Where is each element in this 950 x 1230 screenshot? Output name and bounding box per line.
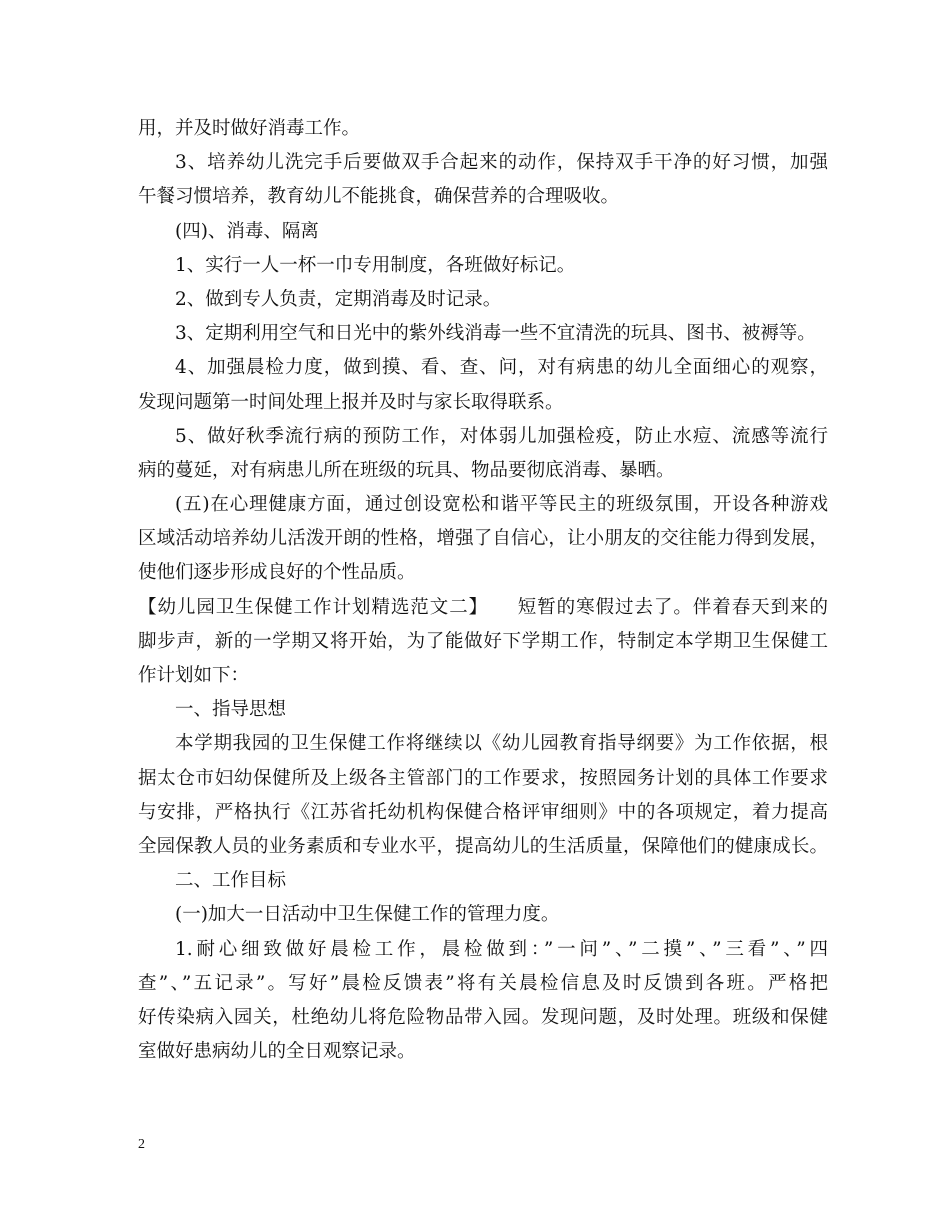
text-line: (一)加大一日活动中卫生保健工作的管理力度。: [175, 904, 560, 926]
text-line: 据太仓市妇幼保健所及上级各主管部门的工作要求，按照园务计划的具体工作要求: [138, 767, 828, 789]
text-line: 本学期我园的卫生保健工作将继续以《幼儿园教育指导纲要》为工作依据，根: [175, 733, 828, 755]
text-line: 发现问题第一时间处理上报并及时与家长取得联系。: [138, 391, 564, 413]
text-line: (四)、消毒、隔离: [175, 220, 319, 242]
text-line: 5、做好秋季流行病的预防工作，对体弱儿加强检疫，防止水痘、流感等流行: [175, 425, 828, 447]
text-line: 3、定期利用空气和日光中的紫外线消毒一些不宜清洗的玩具、图书、被褥等。: [175, 323, 816, 345]
text-line: 二、工作目标: [175, 870, 287, 892]
text-line: 查”、”五记录”。写好”晨检反馈表”将有关晨检信息及时反馈到各班。严格把: [138, 972, 828, 994]
text-line: 午餐习惯培养，教育幼儿不能挑食，确保营养的合理吸收。: [138, 186, 620, 208]
text-line: 【幼儿园卫生保健工作计划精选范文二】 短暂的寒假过去了。伴着春天到来的: [138, 596, 828, 618]
text-line: 好传染病入园关，杜绝幼儿将危险物品带入园。发现问题，及时处理。班级和保健: [138, 1006, 828, 1028]
text-line: 室做好患病幼儿的全日观察记录。: [138, 1041, 416, 1063]
text-line: (五)在心理健康方面，通过创设宽松和谐平等民主的班级氛围，开设各种游戏: [175, 494, 828, 516]
text-line: 全园保教人员的业务素质和专业水平，提高幼儿的生活质量，保障他们的健康成长。: [138, 835, 828, 857]
text-line: 3、培养幼儿洗完手后要做双手合起来的动作，保持双手干净的好习惯，加强: [175, 152, 828, 174]
text-line: 1.耐心细致做好晨检工作，晨检做到：”一问”、”二摸”、”三看”、”四: [175, 938, 828, 960]
text-line: 1、实行一人一杯一巾专用制度，各班做好标记。: [175, 254, 576, 276]
text-line: 用，并及时做好消毒工作。: [138, 118, 361, 139]
text-line: 4、加强晨检力度，做到摸、看、查、问，对有病患的幼儿全面细心的观察，: [175, 357, 828, 379]
document-body: [138, 112, 828, 1069]
text-line: 病的蔓延，对有病患儿所在班级的玩具、物品要彻底消毒、暴晒。: [138, 459, 675, 481]
text-line: 区域活动培养幼儿活泼开朗的性格，增强了自信心，让小朋友的交往能力得到发展，: [138, 528, 828, 550]
text-line: 一、指导思想: [175, 699, 287, 721]
text-line: 作计划如下：: [138, 665, 250, 686]
text-line: 2、做到专人负责，定期消毒及时记录。: [175, 288, 502, 310]
text-line: 与安排，严格执行《江苏省托幼机构保健合格评审细则》中的各项规定，着力提高: [138, 801, 828, 823]
text-line: 使他们逐步形成良好的个性品质。: [138, 562, 416, 584]
text-line: 脚步声，新的一学期又将开始，为了能做好下学期工作，特制定本学期卫生保健工: [138, 630, 828, 652]
page-number: 2: [138, 1137, 145, 1152]
